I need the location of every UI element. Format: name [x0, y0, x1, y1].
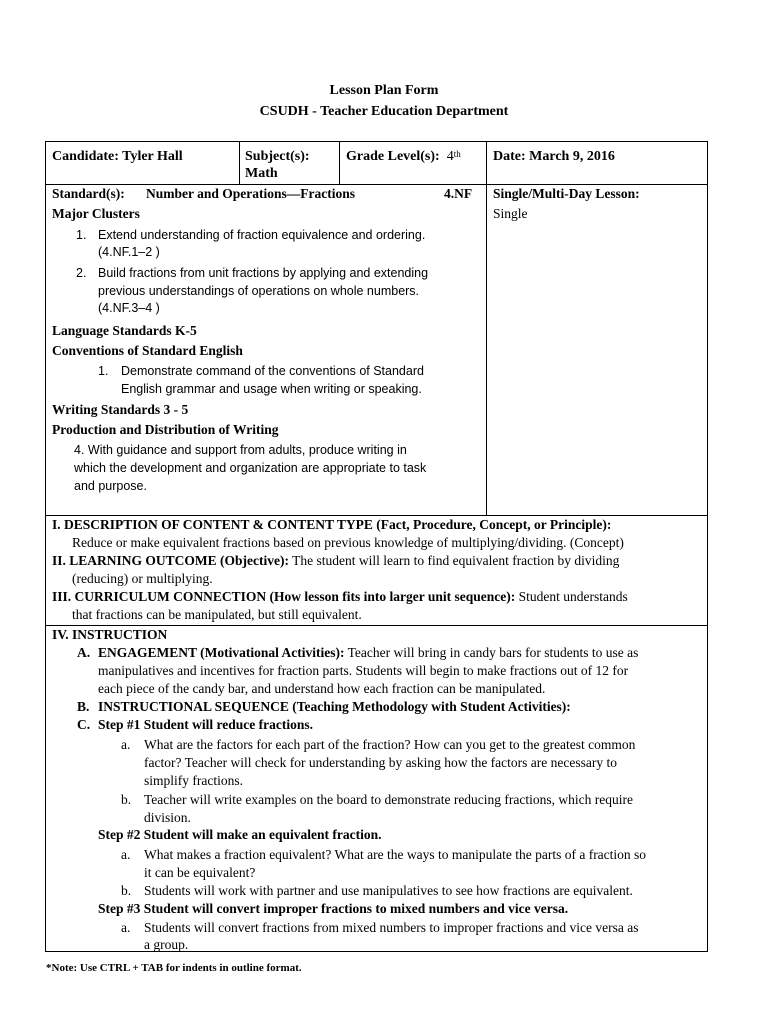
- section-three-text: Student understands: [518, 589, 628, 604]
- cluster-text: (4.NF.1–2 ): [98, 245, 160, 259]
- divider: [239, 142, 240, 185]
- convention-text: English grammar and usage when writing or speaking.: [121, 382, 422, 396]
- item-letter: B.: [77, 699, 90, 714]
- step-one-a-text: factor? Teacher will check for understanding by asking how the factors are necessary to: [144, 755, 617, 770]
- step-three-a-text: a group.: [144, 937, 189, 952]
- item-letter: C.: [77, 717, 91, 732]
- grade-suffix: th: [453, 149, 461, 159]
- department-title: CSUDH - Teacher Education Department: [259, 104, 509, 119]
- step-three-a-text: Students will convert fractions from mixed numbers to improper fractions and vice versa as: [144, 920, 639, 935]
- major-clusters-heading: Major Clusters: [52, 206, 140, 221]
- step-two-b-text: Students will work with partner and use manipulatives to see how fractions are equivalent.: [144, 883, 633, 898]
- sub-letter: b.: [121, 883, 132, 898]
- step-three-heading: Step #3 Student will convert improper fractions to mixed numbers and vice versa.: [98, 901, 569, 916]
- section-two: [52, 552, 619, 570]
- step-one-b-text: Teacher will write examples on the board to demonstrate reducing fractions, which require: [144, 792, 633, 807]
- engagement-heading: ENGAGEMENT (Motivational Activities):: [98, 645, 345, 660]
- section-one-heading: I. DESCRIPTION OF CONTENT & CONTENT TYPE (Fact, Procedure, Concept, or Principle):: [52, 517, 612, 532]
- engagement-text: Teacher will bring in candy bars for students to use as: [347, 645, 639, 660]
- info-table: [45, 141, 708, 516]
- grade-label: Grade Level(s):: [346, 149, 440, 164]
- lesson-type-label: Single/Multi-Day Lesson:: [493, 186, 640, 201]
- divider: [339, 142, 340, 185]
- lesson-type-value: Single: [493, 206, 528, 221]
- standard-code: 4.NF: [444, 186, 473, 201]
- section-two-heading: II. LEARNING OUTCOME (Objective):: [52, 553, 289, 568]
- grade-level: [346, 148, 461, 165]
- step-one-heading: Step #1 Student will reduce fractions.: [98, 717, 313, 732]
- convention-number: 1.: [98, 364, 109, 378]
- item-letter: A.: [77, 645, 91, 660]
- step-two-a-text: it can be equivalent?: [144, 865, 256, 880]
- divider: [486, 142, 487, 515]
- step-two-heading: Step #2 Student will make an equivalent fraction.: [98, 827, 382, 842]
- grade-value: 4: [446, 149, 454, 164]
- cluster-text: Build fractions from unit fractions by applying and extending: [98, 266, 429, 280]
- section-one-text: Reduce or make equivalent fractions based on previous knowledge of multiplying/dividing. (Concept): [72, 535, 624, 550]
- subject-label: Subject(s):: [245, 149, 310, 164]
- writing-standard-text: 4. With guidance and support from adults, produce writing in: [74, 443, 407, 457]
- engagement-text: each piece of the candy bar, and understand how each fraction can be manipulated.: [98, 681, 546, 696]
- section-three-text: that fractions can be manipulated, but still equivalent.: [72, 607, 362, 622]
- content-sections: [45, 515, 708, 626]
- engagement: [98, 644, 638, 662]
- step-one-a-text: simplify fractions.: [144, 773, 243, 788]
- cluster-number: 1.: [76, 228, 87, 242]
- writing-standard-text: and purpose.: [74, 479, 147, 493]
- candidate-label: Candidate: Tyler Hall: [52, 149, 183, 164]
- language-standards-heading: Language Standards K-5: [52, 323, 197, 338]
- production-heading: Production and Distribution of Writing: [52, 422, 279, 437]
- instruction-heading: IV. INSTRUCTION: [52, 627, 168, 642]
- step-two-a-text: What makes a fraction equivalent? What are the ways to manipulate the parts of a fraction so: [144, 847, 647, 862]
- writing-standards-heading: Writing Standards 3 - 5: [52, 402, 189, 417]
- engagement-text: manipulatives and incentives for fraction parts. Students will begin to make fractions out of 12 for: [98, 663, 629, 678]
- cluster-text: Extend understanding of fraction equivalence and ordering.: [98, 228, 426, 242]
- date-label: Date: March 9, 2016: [493, 149, 615, 164]
- section-three-heading: III. CURRICULUM CONNECTION (How lesson fits into larger unit sequence):: [52, 589, 516, 604]
- section-two-text: The student will learn to find equivalent fraction by dividing: [292, 553, 620, 568]
- step-one-b-text: division.: [144, 810, 191, 825]
- sub-letter: b.: [121, 792, 132, 807]
- conventions-heading: Conventions of Standard English: [52, 343, 243, 358]
- writing-standard-text: which the development and organization are appropriate to task: [74, 461, 427, 475]
- cluster-number: 2.: [76, 266, 87, 280]
- instruction-section: [45, 625, 708, 952]
- standard-text: Number and Operations—Fractions: [146, 186, 356, 201]
- step-one-a-text: What are the factors for each part of the fraction? How can you get to the greatest common: [144, 737, 636, 752]
- instructional-sequence-heading: INSTRUCTIONAL SEQUENCE (Teaching Methodology with Student Activities):: [98, 699, 571, 714]
- subject-value: Math: [245, 166, 278, 181]
- cluster-text: previous understandings of operations on whole numbers.: [98, 284, 420, 298]
- cluster-text: (4.NF.3–4 ): [98, 301, 160, 315]
- sub-letter: a.: [121, 920, 131, 935]
- sub-letter: a.: [121, 737, 131, 752]
- sub-letter: a.: [121, 847, 131, 862]
- footnote: *Note: Use CTRL + TAB for indents in outline format.: [46, 962, 302, 974]
- section-two-text: (reducing) or multiplying.: [72, 571, 213, 586]
- standard-label: Standard(s):: [52, 186, 125, 201]
- convention-text: Demonstrate command of the conventions of Standard: [121, 364, 424, 378]
- form-title: Lesson Plan Form: [329, 83, 439, 98]
- section-three: [52, 588, 628, 606]
